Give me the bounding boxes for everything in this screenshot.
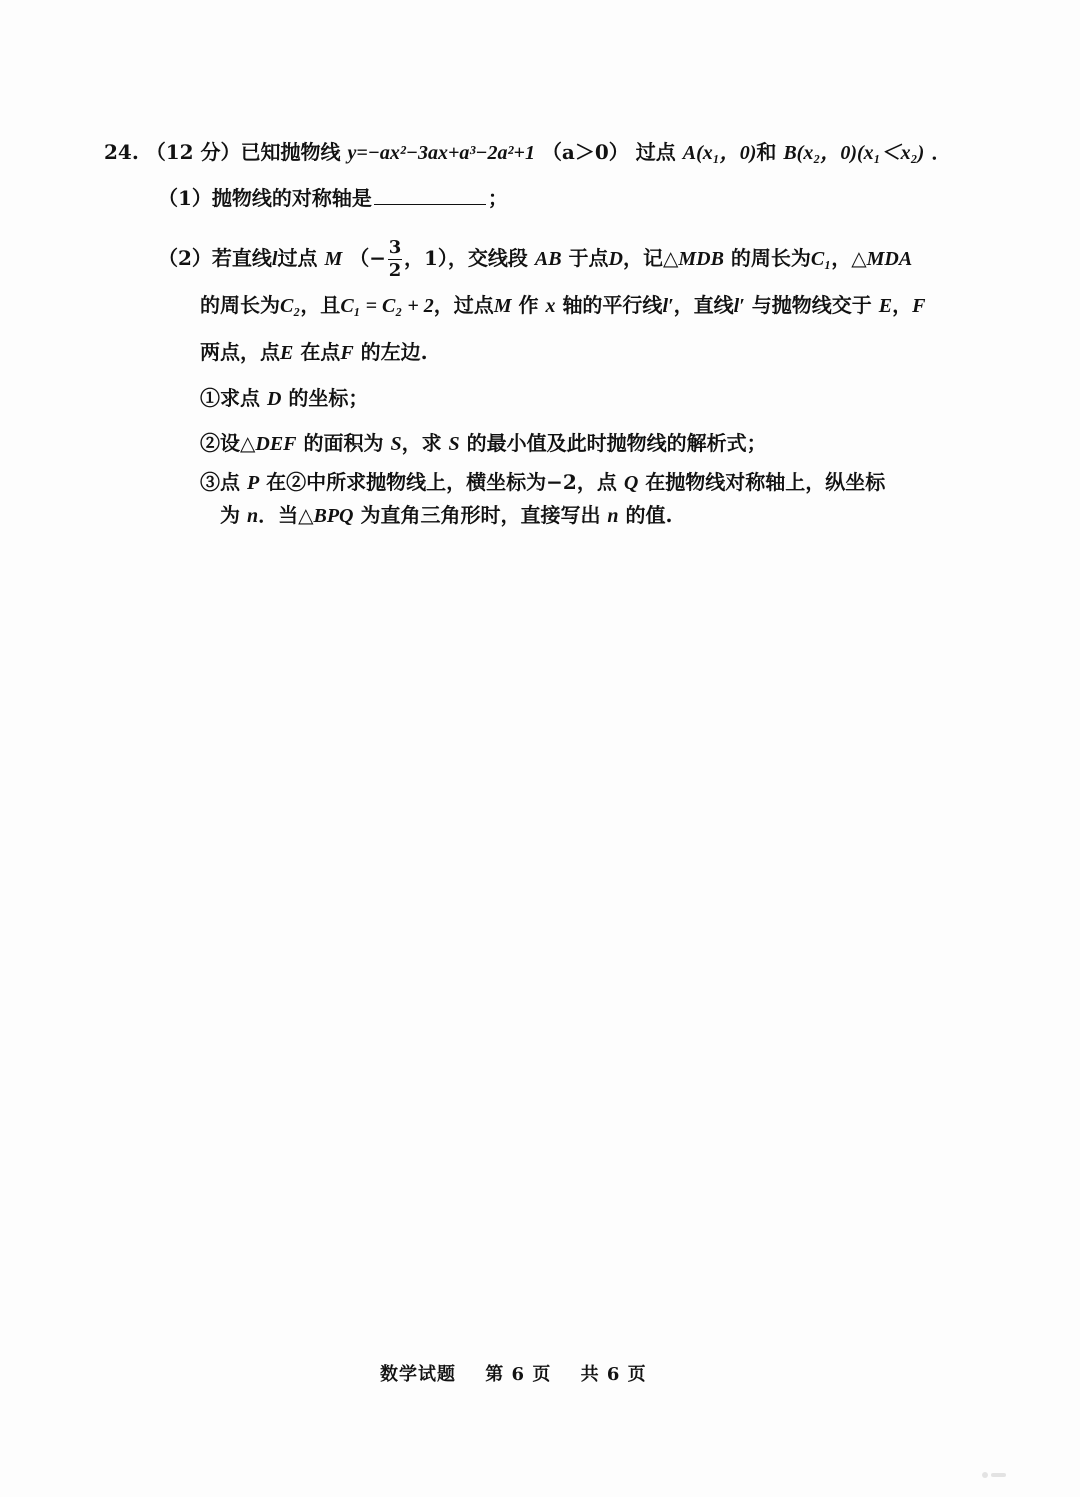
variable-n: n (246, 505, 259, 527)
text-fragment: 两点，点 (200, 340, 280, 364)
triangle-def: DEF (255, 433, 297, 455)
text-fragment: ，记△ (622, 246, 679, 270)
text-fragment: 轴的平行线 (562, 293, 663, 317)
text-fragment: ，交线段 (447, 246, 528, 270)
text-fragment: 在点 (300, 340, 341, 364)
parabola-equation: y=−ax²−3ax+a³−2a²+1 (347, 142, 535, 164)
page-footer (380, 1360, 669, 1386)
question-intro-tail: 过点 (635, 140, 676, 164)
point-m: M (493, 295, 512, 317)
text-fragment: 的坐标； (288, 386, 369, 410)
perimeter-c2: C₂ (280, 295, 301, 317)
variable-n: n (607, 505, 619, 527)
area-s: S (448, 433, 460, 455)
text-fragment: ，直线 (673, 293, 734, 317)
text-fragment: ，△ (831, 246, 867, 270)
text-fragment: 的周长为 (730, 246, 811, 270)
point-e: E (878, 295, 893, 317)
text-fragment: 的值. (625, 503, 673, 527)
text-fragment: 的面积为 (303, 431, 384, 455)
coord-close: ，1） (403, 246, 448, 270)
line-l-prime: l′ (662, 295, 674, 317)
question-24-header (104, 137, 951, 168)
text-fragment: 若直线 (211, 246, 272, 270)
text-fragment: ，过点 (433, 293, 494, 317)
text-fragment: ，求 (401, 431, 442, 455)
point-m: M (324, 248, 343, 270)
text-fragment: 为 (220, 503, 240, 527)
coord-open: （− (349, 246, 386, 270)
sub-question-3-line-1 (200, 467, 885, 498)
text-fragment: 过点 (277, 246, 318, 270)
fraction-3-2 (388, 238, 402, 281)
area-s: S (390, 433, 402, 455)
comma: ， (892, 293, 913, 317)
part-2-line-3 (200, 337, 428, 368)
x-axis-symbol: x (545, 295, 556, 317)
parabola-condition: （a＞0） (541, 140, 629, 164)
point-e: E (280, 342, 294, 364)
answer-blank (374, 184, 486, 205)
text-fragment: 为直角三角形时，直接写出 (360, 503, 601, 527)
question-number: 24. (104, 140, 139, 164)
point-d: D (266, 388, 282, 410)
perimeter-equation: C₁ = C₂ + 2 (340, 295, 434, 317)
fraction-numerator: 3 (388, 237, 402, 258)
text-fragment: ．当△ (258, 503, 314, 527)
sub-question-1 (200, 383, 368, 414)
point-f: F (912, 295, 926, 317)
line-l: l (271, 248, 278, 270)
segment-ab: AB (534, 248, 562, 270)
part-1 (158, 183, 508, 213)
footer-subject: 数学试题 (380, 1364, 456, 1385)
part-1-tail: ； (487, 186, 508, 210)
point-b: B(x₂，0)(x₁＜x₂) (783, 142, 925, 164)
line-l-prime: l′ (733, 295, 745, 317)
sub-question-3-line-2 (220, 500, 672, 531)
fraction-denominator: 2 (388, 260, 402, 281)
question-intro: 已知抛物线 (240, 140, 341, 164)
text-fragment: ②设△ (200, 431, 256, 455)
text-fragment: ，且 (300, 293, 341, 317)
text-fragment: ③点 (200, 470, 240, 494)
point-q: Q (623, 472, 639, 494)
part-1-label: （1） (158, 186, 212, 210)
point-f: F (340, 342, 354, 364)
and-word: 和 (756, 140, 777, 164)
footer-page: 第 6 页 (485, 1364, 552, 1385)
sub-question-2 (200, 428, 767, 459)
part-1-text: 抛物线的对称轴是 (211, 186, 372, 210)
part-2-line-1 (158, 238, 912, 281)
perimeter-c1: C₁ (810, 248, 832, 270)
text-fragment: 作 (518, 293, 539, 317)
text-fragment: 的周长为 (200, 293, 280, 317)
point-a: A(x₁，0) (682, 142, 757, 164)
point-d: D (608, 248, 623, 270)
text-fragment: 的左边. (360, 340, 428, 364)
text-fragment: 在②中所求抛物线上，横坐标为−2，点 (266, 470, 617, 494)
text-fragment: 在抛物线对称轴上，纵坐标 (645, 470, 886, 494)
watermark-icon (980, 1468, 1008, 1482)
footer-total: 共 6 页 (580, 1364, 647, 1385)
triangle-mda: MDA (866, 248, 913, 270)
point-p: P (246, 472, 260, 494)
text-fragment: ①求点 (200, 386, 260, 410)
question-end: ． (931, 140, 952, 164)
part-2-label: （2） (158, 246, 212, 270)
text-fragment: 与抛物线交于 (751, 293, 872, 317)
triangle-mdb: MDB (678, 248, 724, 270)
part-2-line-2 (200, 290, 925, 321)
question-score: （12 分） (145, 140, 241, 164)
triangle-bpq: BPQ (313, 505, 354, 527)
text-fragment: 的最小值及此时抛物线的解析式； (466, 431, 767, 455)
text-fragment: 于点 (568, 246, 609, 270)
